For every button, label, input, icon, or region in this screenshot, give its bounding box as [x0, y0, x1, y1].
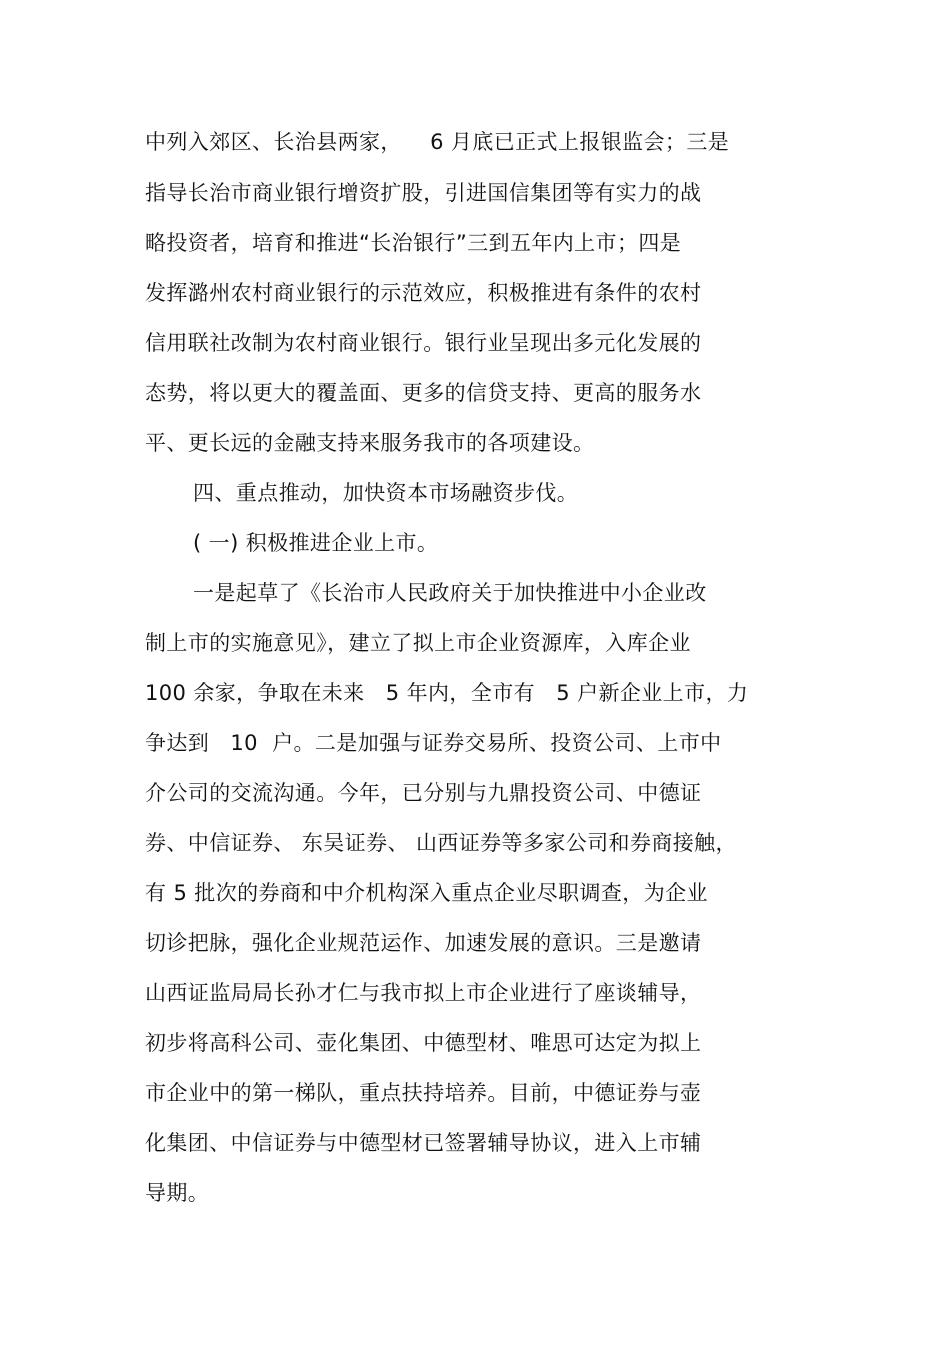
text-line-20: 市企业中的第一梯队，重点扶持培养。目前，中德证券与壶 [145, 1081, 702, 1105]
text-line-11: 制上市的实施意见》，建立了拟上市企业资源库，入库企业 [145, 631, 691, 655]
text-line-5: 信用联社改制为农村商业银行。银行业呈现出多元化发展的 [145, 331, 702, 355]
text-line-7: 平、更长远的金融支持来服务我市的各项建设。 [145, 431, 595, 455]
text-line-16: 有 5 批次的券商和中介机构深入重点企业尽职调查，为企业 [145, 881, 708, 905]
text-line-4: 发挥潞州农村商业银行的示范效应，积极推进有条件的农村 [145, 281, 702, 305]
text-line-2: 指导长治市商业银行增资扩股，引进国信集团等有实力的战 [145, 181, 702, 205]
text-line-18: 山西证监局局长孙才仁与我市拟上市企业进行了座谈辅导， [145, 981, 702, 1005]
subsection-heading: ( 一) 积极推进企业上市。 [193, 531, 439, 555]
section-heading: 四、重点推动，加快资本市场融资步伐。 [193, 481, 579, 505]
text-line-10: 一是起草了《长治市人民政府关于加快推进中小企业改 [193, 581, 707, 605]
text-line-19: 初步将高科公司、壶化集团、中德型材、唯思可达定为拟上 [145, 1031, 702, 1055]
text-line-15: 券、中信证券、 东吴证券、 山西证券等多家公司和券商接触， [145, 831, 737, 855]
text-line-13: 争达到 10 户。二是加强与证券交易所、投资公司、上市中 [145, 731, 722, 755]
text-line-22: 导期。 [145, 1181, 210, 1205]
text-line-14: 介公司的交流沟通。今年，已分别与九鼎投资公司、中德证 [145, 781, 702, 805]
text-line-21: 化集团、中信证券与中德型材已签署辅导协议，进入上市辅 [145, 1131, 702, 1155]
text-line-1: 中列入郊区、长治县两家， 6 月底已正式上报银监会；三是 [145, 130, 730, 154]
text-line-3: 略投资者，培育和推进“长治银行”三到五年内上市；四是 [145, 231, 682, 255]
text-line-12: 100 余家，争取在未来 5 年内，全市有 5 户新企业上市，力 [145, 681, 749, 705]
text-line-6: 态势，将以更大的覆盖面、更多的信贷支持、更高的服务水 [145, 381, 702, 405]
text-line-17: 切诊把脉，强化企业规范运作、加速发展的意识。三是邀请 [145, 931, 702, 955]
